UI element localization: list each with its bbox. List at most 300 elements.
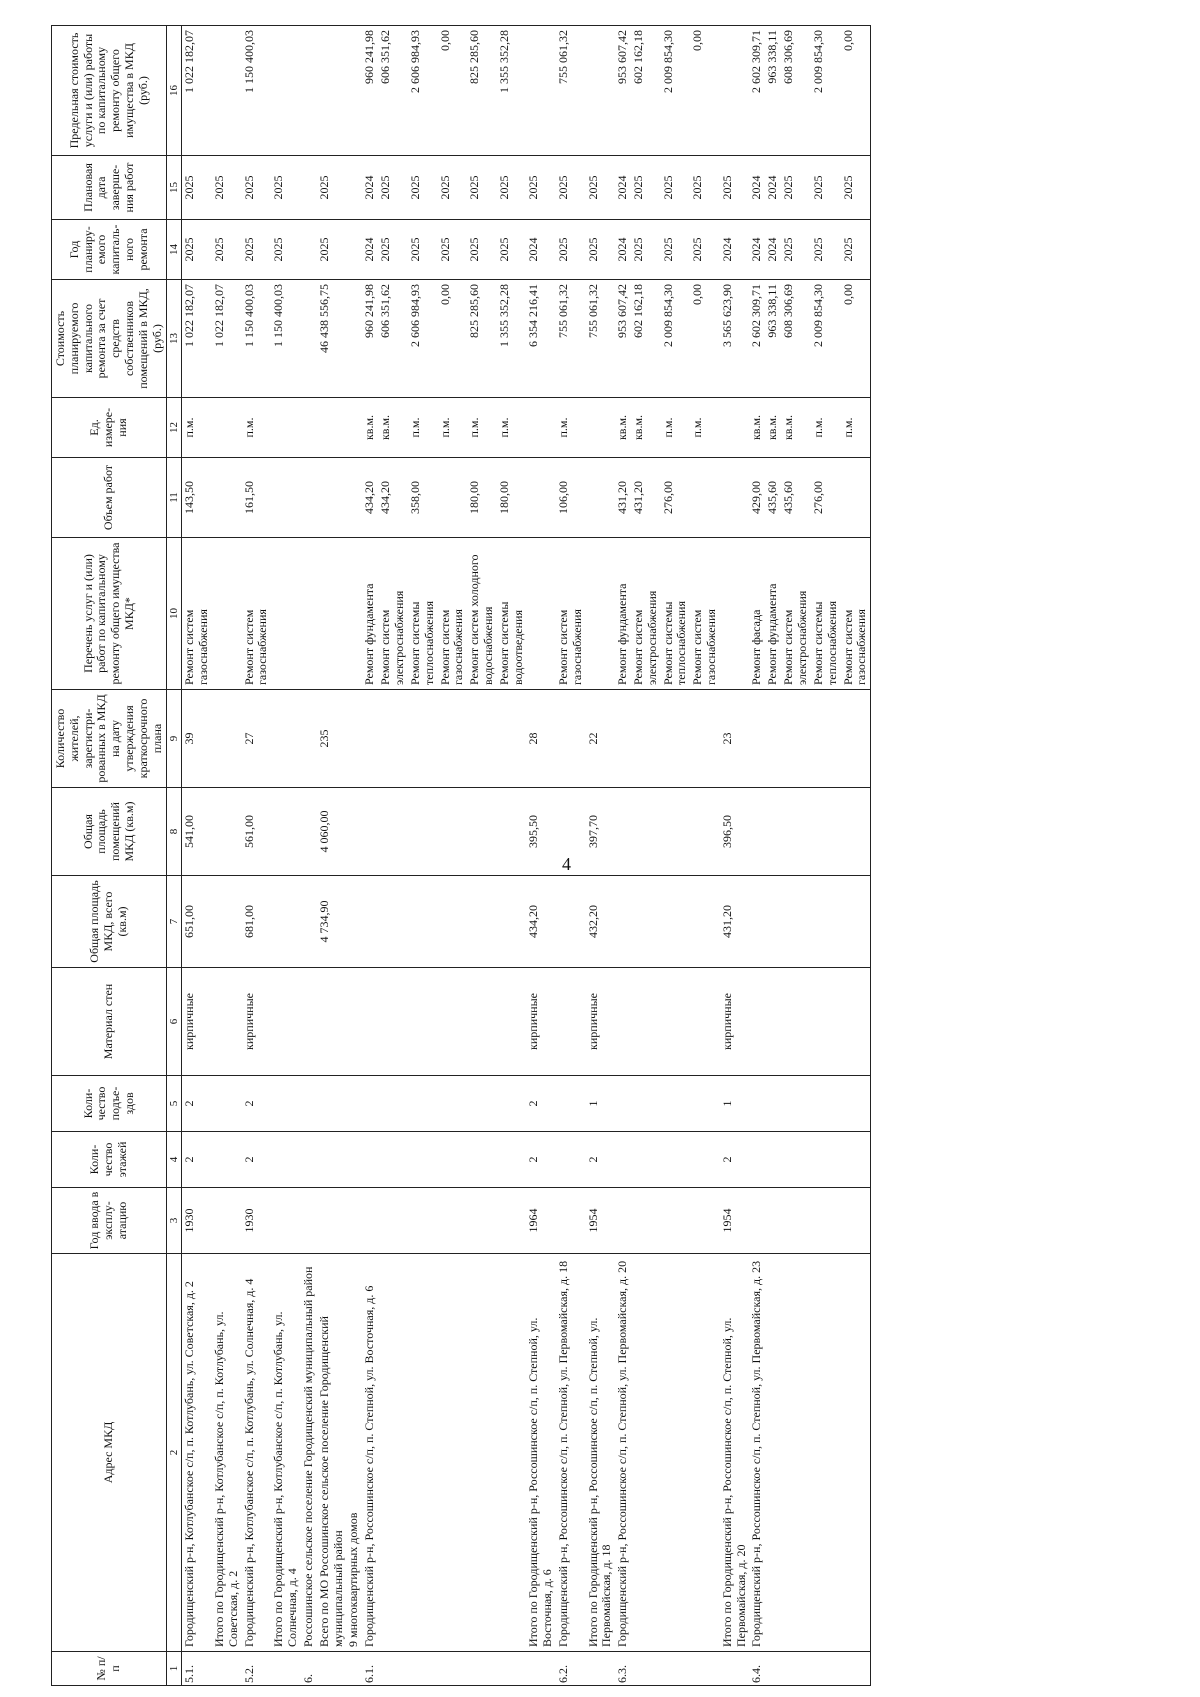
year-cell (811, 1188, 841, 1254)
residents-cell (781, 690, 811, 788)
header-cell: Объем работ (52, 458, 167, 538)
cost-cell (346, 280, 362, 398)
residents-cell: 28 (526, 690, 556, 788)
total-area-cell: 681,00 (242, 876, 272, 968)
row-number (346, 1652, 362, 1686)
rooms-area-cell (408, 788, 438, 876)
total-area-cell (408, 876, 438, 968)
volume-cell: 180,00 (467, 458, 497, 538)
column-number: 1 (167, 1652, 182, 1686)
column-number: 7 (167, 876, 182, 968)
cost-cell: 3 565 623,90 (720, 280, 750, 398)
unit-cell: кв.м. (749, 398, 765, 458)
limit-cost-cell (317, 26, 347, 156)
total-area-cell (497, 876, 527, 968)
cost-cell: 1 150 400,03 (242, 280, 272, 398)
repair-plan-table (51, 25, 871, 1686)
year-cell (467, 1188, 497, 1254)
plan-year-cell: 2024 (765, 220, 781, 280)
entrances-cell (438, 1076, 468, 1132)
residents-cell: 235 (317, 690, 347, 788)
unit-cell: кв.м. (362, 398, 378, 458)
total-area-cell (615, 876, 631, 968)
rooms-area-cell (781, 788, 811, 876)
cost-cell: 0,00 (690, 280, 720, 398)
wall-material-cell: кирпичные (242, 968, 272, 1076)
address-cell (631, 1254, 661, 1652)
volume-cell (586, 458, 616, 538)
end-date-cell: 2025 (690, 156, 720, 220)
unit-cell: п.м. (690, 398, 720, 458)
year-cell (631, 1188, 661, 1254)
row-number (317, 1652, 347, 1686)
limit-cost-cell: 0,00 (438, 26, 468, 156)
year-cell (408, 1188, 438, 1254)
floors-cell: 2 (586, 1132, 616, 1188)
residents-cell (346, 690, 362, 788)
end-date-cell: 2025 (378, 156, 408, 220)
wall-material-cell (749, 968, 765, 1076)
cost-cell: 755 061,32 (586, 280, 616, 398)
limit-cost-cell: 608 306,69 (781, 26, 811, 156)
cost-cell: 608 306,69 (781, 280, 811, 398)
residents-cell (811, 690, 841, 788)
limit-cost-cell: 2 602 309,71 (749, 26, 765, 156)
address-cell: 9 многоквартирных домов (346, 1254, 362, 1652)
work-type-cell: Ремонт систем газоснабжения (841, 538, 871, 690)
row-number (765, 1652, 781, 1686)
row-number (526, 1652, 556, 1686)
unit-cell: п.м. (408, 398, 438, 458)
plan-year-cell: 2025 (631, 220, 661, 280)
column-number-row (167, 26, 182, 1686)
rooms-area-cell (811, 788, 841, 876)
entrances-cell (615, 1076, 631, 1132)
limit-cost-cell: 2 009 854,30 (661, 26, 691, 156)
wall-material-cell: кирпичные (182, 968, 212, 1076)
table-row (301, 26, 317, 1686)
address-cell (378, 1254, 408, 1652)
end-date-cell (346, 156, 362, 220)
work-type-cell (212, 538, 242, 690)
volume-cell (301, 458, 317, 538)
address-cell (408, 1254, 438, 1652)
rooms-area-cell (438, 788, 468, 876)
rooms-area-cell: 561,00 (242, 788, 272, 876)
unit-cell (586, 398, 616, 458)
volume-cell (317, 458, 347, 538)
limit-cost-cell (586, 26, 616, 156)
residents-cell (661, 690, 691, 788)
row-number (720, 1652, 750, 1686)
wall-material-cell (346, 968, 362, 1076)
limit-cost-cell: 755 061,32 (556, 26, 586, 156)
entrances-cell (631, 1076, 661, 1132)
residents-cell: 23 (720, 690, 750, 788)
wall-material-cell (271, 968, 301, 1076)
residents-cell (378, 690, 408, 788)
total-area-cell (212, 876, 242, 968)
address-cell: Итого по Городищенский р-н, Россошинское с/п, п. Степной, ул. Восточная, д. 6 (526, 1254, 556, 1652)
volume-cell: 431,20 (631, 458, 661, 538)
wall-material-cell (317, 968, 347, 1076)
cost-cell: 755 061,32 (556, 280, 586, 398)
end-date-cell: 2025 (631, 156, 661, 220)
work-type-cell (526, 538, 556, 690)
end-date-cell: 2025 (212, 156, 242, 220)
volume-cell (271, 458, 301, 538)
end-date-cell: 2025 (438, 156, 468, 220)
year-cell (556, 1188, 586, 1254)
address-cell: Итого по Городищенский р-н, Россошинское с/п, п. Степной, ул. Первомайская, д. 20 (720, 1254, 750, 1652)
end-date-cell: 2025 (781, 156, 811, 220)
plan-year-cell: 2024 (720, 220, 750, 280)
work-type-cell: Ремонт фасада (749, 538, 765, 690)
plan-year-cell: 2024 (362, 220, 378, 280)
total-area-cell (765, 876, 781, 968)
entrances-cell: 1 (586, 1076, 616, 1132)
wall-material-cell (212, 968, 242, 1076)
end-date-cell: 2025 (182, 156, 212, 220)
unit-cell: п.м. (242, 398, 272, 458)
row-number (811, 1652, 841, 1686)
limit-cost-cell: 2 009 854,30 (811, 26, 841, 156)
year-cell: 1930 (182, 1188, 212, 1254)
row-number: 6. (301, 1652, 317, 1686)
wall-material-cell (615, 968, 631, 1076)
year-cell: 1964 (526, 1188, 556, 1254)
table-row (497, 26, 527, 1686)
limit-cost-cell (526, 26, 556, 156)
rooms-area-cell (212, 788, 242, 876)
entrances-cell: 2 (526, 1076, 556, 1132)
end-date-cell: 2024 (362, 156, 378, 220)
year-cell (378, 1188, 408, 1254)
header-cell: Перечень услуг и (или) работ по капитальному ремонту общего имущества МКД* (52, 538, 167, 690)
plan-year-cell: 2025 (586, 220, 616, 280)
end-date-cell: 2025 (271, 156, 301, 220)
entrances-cell (811, 1076, 841, 1132)
table-row (467, 26, 497, 1686)
rooms-area-cell: 397,70 (586, 788, 616, 876)
cost-cell: 0,00 (841, 280, 871, 398)
column-number: 13 (167, 280, 182, 398)
address-cell: Всего по МО Россошинское сельское поселение Городищенский муниципальный район (317, 1254, 347, 1652)
year-cell (765, 1188, 781, 1254)
year-cell (362, 1188, 378, 1254)
table-row (720, 26, 750, 1686)
end-date-cell: 2025 (586, 156, 616, 220)
address-cell (841, 1254, 871, 1652)
cost-cell: 960 241,98 (362, 280, 378, 398)
floors-cell (749, 1132, 765, 1188)
volume-cell: 276,00 (811, 458, 841, 538)
column-number: 8 (167, 788, 182, 876)
row-number (586, 1652, 616, 1686)
unit-cell: кв.м. (378, 398, 408, 458)
limit-cost-cell: 602 162,18 (631, 26, 661, 156)
rooms-area-cell (497, 788, 527, 876)
plan-year-cell: 2025 (497, 220, 527, 280)
address-cell (781, 1254, 811, 1652)
entrances-cell (271, 1076, 301, 1132)
total-area-cell (749, 876, 765, 968)
page-number: 4 (562, 854, 571, 874)
rooms-area-cell (556, 788, 586, 876)
table-row (408, 26, 438, 1686)
plan-year-cell: 2025 (317, 220, 347, 280)
volume-cell: 143,50 (182, 458, 212, 538)
plan-year-cell: 2024 (526, 220, 556, 280)
rooms-area-cell: 396,50 (720, 788, 750, 876)
row-number: 6.4. (749, 1652, 765, 1686)
limit-cost-cell: 963 338,11 (765, 26, 781, 156)
volume-cell (841, 458, 871, 538)
header-cell: № п/п (52, 1652, 167, 1686)
address-cell: Городищенский р-н, Россошинское с/п, п. Степной, ул. Первомайская, д. 20 (615, 1254, 631, 1652)
unit-cell (346, 398, 362, 458)
residents-cell (615, 690, 631, 788)
wall-material-cell (301, 968, 317, 1076)
limit-cost-cell: 1 150 400,03 (242, 26, 272, 156)
residents-cell (841, 690, 871, 788)
table-row (346, 26, 362, 1686)
address-cell: Итого по Городищенский р-н, Котлубанское с/п, п. Котлубань, ул. Советская, д. 2 (212, 1254, 242, 1652)
volume-cell: 429,00 (749, 458, 765, 538)
table-row (765, 26, 781, 1686)
year-cell (615, 1188, 631, 1254)
entrances-cell (346, 1076, 362, 1132)
table-row (690, 26, 720, 1686)
table-row (438, 26, 468, 1686)
entrances-cell: 2 (182, 1076, 212, 1132)
unit-cell (301, 398, 317, 458)
cost-cell: 1 355 352,28 (497, 280, 527, 398)
row-number: 5.2. (242, 1652, 272, 1686)
work-type-cell: Ремонт систем электроснабжения (781, 538, 811, 690)
header-cell: Количество жителей, зарегистри-рованных в МКД на дату утверждения краткосрочного плана (52, 690, 167, 788)
residents-cell (765, 690, 781, 788)
address-cell: Городищенский р-н, Россошинское с/п, п. Степной, ул. Первомайская, д. 18 (556, 1254, 586, 1652)
total-area-cell (362, 876, 378, 968)
entrances-cell: 2 (242, 1076, 272, 1132)
floors-cell (378, 1132, 408, 1188)
entrances-cell (556, 1076, 586, 1132)
wall-material-cell (378, 968, 408, 1076)
rooms-area-cell: 4 060,00 (317, 788, 347, 876)
wall-material-cell (467, 968, 497, 1076)
cost-cell: 1 150 400,03 (271, 280, 301, 398)
floors-cell (467, 1132, 497, 1188)
wall-material-cell (765, 968, 781, 1076)
address-cell: Городищенский р-н, Котлубанское с/п, п. Котлубань, ул. Солнечная, д. 4 (242, 1254, 272, 1652)
floors-cell (556, 1132, 586, 1188)
header-cell: Год ввода в эксплу-атацию (52, 1188, 167, 1254)
year-cell: 1954 (586, 1188, 616, 1254)
end-date-cell: 2025 (526, 156, 556, 220)
header-cell: Плановая дата заверше-ния работ (52, 156, 167, 220)
header-cell: Общая площадь МКД, всего (кв.м) (52, 876, 167, 968)
address-cell: Городищенский р-н, Россошинское с/п, п. Степной, ул. Восточная, д. 6 (362, 1254, 378, 1652)
entrances-cell (212, 1076, 242, 1132)
column-number: 3 (167, 1188, 182, 1254)
unit-cell (271, 398, 301, 458)
rooms-area-cell (378, 788, 408, 876)
total-area-cell (378, 876, 408, 968)
plan-year-cell: 2025 (438, 220, 468, 280)
column-number: 2 (167, 1254, 182, 1652)
limit-cost-cell: 825 285,60 (467, 26, 497, 156)
table-row (615, 26, 631, 1686)
residents-cell (301, 690, 317, 788)
volume-cell: 358,00 (408, 458, 438, 538)
entrances-cell (765, 1076, 781, 1132)
cost-cell: 2 009 854,30 (661, 280, 691, 398)
end-date-cell: 2025 (720, 156, 750, 220)
entrances-cell (661, 1076, 691, 1132)
year-cell (301, 1188, 317, 1254)
volume-cell (438, 458, 468, 538)
column-number: 11 (167, 458, 182, 538)
year-cell: 1930 (242, 1188, 272, 1254)
rooms-area-cell (631, 788, 661, 876)
total-area-cell: 434,20 (526, 876, 556, 968)
year-cell (212, 1188, 242, 1254)
floors-cell (765, 1132, 781, 1188)
cost-cell: 2 602 309,71 (749, 280, 765, 398)
work-type-cell: Ремонт системы теплоснабжения (408, 538, 438, 690)
floors-cell (301, 1132, 317, 1188)
total-area-cell: 432,20 (586, 876, 616, 968)
address-cell (690, 1254, 720, 1652)
work-type-cell: Ремонт системы теплоснабжения (811, 538, 841, 690)
residents-cell: 22 (586, 690, 616, 788)
end-date-cell: 2025 (556, 156, 586, 220)
rooms-area-cell (615, 788, 631, 876)
plan-year-cell: 2025 (212, 220, 242, 280)
cost-cell: 2 606 984,93 (408, 280, 438, 398)
limit-cost-cell: 1 022 182,07 (182, 26, 212, 156)
wall-material-cell (811, 968, 841, 1076)
residents-cell (271, 690, 301, 788)
end-date-cell: 2024 (615, 156, 631, 220)
plan-year-cell (346, 220, 362, 280)
total-area-cell (690, 876, 720, 968)
plan-year-cell: 2025 (661, 220, 691, 280)
table-row (661, 26, 691, 1686)
wall-material-cell: кирпичные (526, 968, 556, 1076)
address-cell (467, 1254, 497, 1652)
wall-material-cell (556, 968, 586, 1076)
volume-cell: 431,20 (615, 458, 631, 538)
work-type-cell (317, 538, 347, 690)
floors-cell (811, 1132, 841, 1188)
plan-year-cell: 2025 (408, 220, 438, 280)
volume-cell (212, 458, 242, 538)
total-area-cell: 651,00 (182, 876, 212, 968)
year-cell (497, 1188, 527, 1254)
floors-cell (497, 1132, 527, 1188)
work-type-cell: Ремонт фундамента (615, 538, 631, 690)
volume-cell (690, 458, 720, 538)
floors-cell: 2 (720, 1132, 750, 1188)
total-area-cell (467, 876, 497, 968)
floors-cell (438, 1132, 468, 1188)
column-number: 5 (167, 1076, 182, 1132)
residents-cell (438, 690, 468, 788)
cost-cell: 46 438 556,75 (317, 280, 347, 398)
work-type-cell (301, 538, 317, 690)
limit-cost-cell: 953 607,42 (615, 26, 631, 156)
entrances-cell (317, 1076, 347, 1132)
cost-cell (301, 280, 317, 398)
row-number (690, 1652, 720, 1686)
table-row (362, 26, 378, 1686)
header-cell: Стоимость планируемого капитального ремонта за счет средств собственников помещений в МКД, (руб.) (52, 280, 167, 398)
row-number: 5.1. (182, 1652, 212, 1686)
end-date-cell: 2025 (497, 156, 527, 220)
entrances-cell (467, 1076, 497, 1132)
work-type-cell: Ремонт систем электроснабжения (631, 538, 661, 690)
year-cell (690, 1188, 720, 1254)
end-date-cell: 2025 (317, 156, 347, 220)
address-cell (811, 1254, 841, 1652)
wall-material-cell (362, 968, 378, 1076)
row-number: 6.3. (615, 1652, 631, 1686)
wall-material-cell (438, 968, 468, 1076)
cost-cell: 963 338,11 (765, 280, 781, 398)
plan-year-cell: 2025 (182, 220, 212, 280)
table-row (556, 26, 586, 1686)
table-row (182, 26, 212, 1686)
work-type-cell: Ремонт фундамента (765, 538, 781, 690)
wall-material-cell (497, 968, 527, 1076)
volume-cell: 180,00 (497, 458, 527, 538)
table-row (526, 26, 556, 1686)
address-cell: Итого по Городищенский р-н, Россошинское с/п, п. Степной, ул. Первомайская, д. 18 (586, 1254, 616, 1652)
limit-cost-cell (301, 26, 317, 156)
total-area-cell (811, 876, 841, 968)
total-area-cell: 4 734,90 (317, 876, 347, 968)
work-type-cell: Ремонт фундамента (362, 538, 378, 690)
cost-cell: 825 285,60 (467, 280, 497, 398)
table-row (811, 26, 841, 1686)
table-row (631, 26, 661, 1686)
column-number: 6 (167, 968, 182, 1076)
rotated-table-wrapper (51, 26, 1174, 1686)
row-number (631, 1652, 661, 1686)
limit-cost-cell (212, 26, 242, 156)
floors-cell: 2 (242, 1132, 272, 1188)
rooms-area-cell (661, 788, 691, 876)
rooms-area-cell: 541,00 (182, 788, 212, 876)
residents-cell (556, 690, 586, 788)
unit-cell: кв.м. (765, 398, 781, 458)
end-date-cell: 2025 (467, 156, 497, 220)
plan-year-cell: 2025 (467, 220, 497, 280)
rooms-area-cell (301, 788, 317, 876)
rooms-area-cell (765, 788, 781, 876)
address-cell (661, 1254, 691, 1652)
unit-cell: п.м. (811, 398, 841, 458)
floors-cell (317, 1132, 347, 1188)
residents-cell (749, 690, 765, 788)
year-cell (271, 1188, 301, 1254)
residents-cell (690, 690, 720, 788)
work-type-cell (271, 538, 301, 690)
rooms-area-cell (346, 788, 362, 876)
table-row (271, 26, 301, 1686)
